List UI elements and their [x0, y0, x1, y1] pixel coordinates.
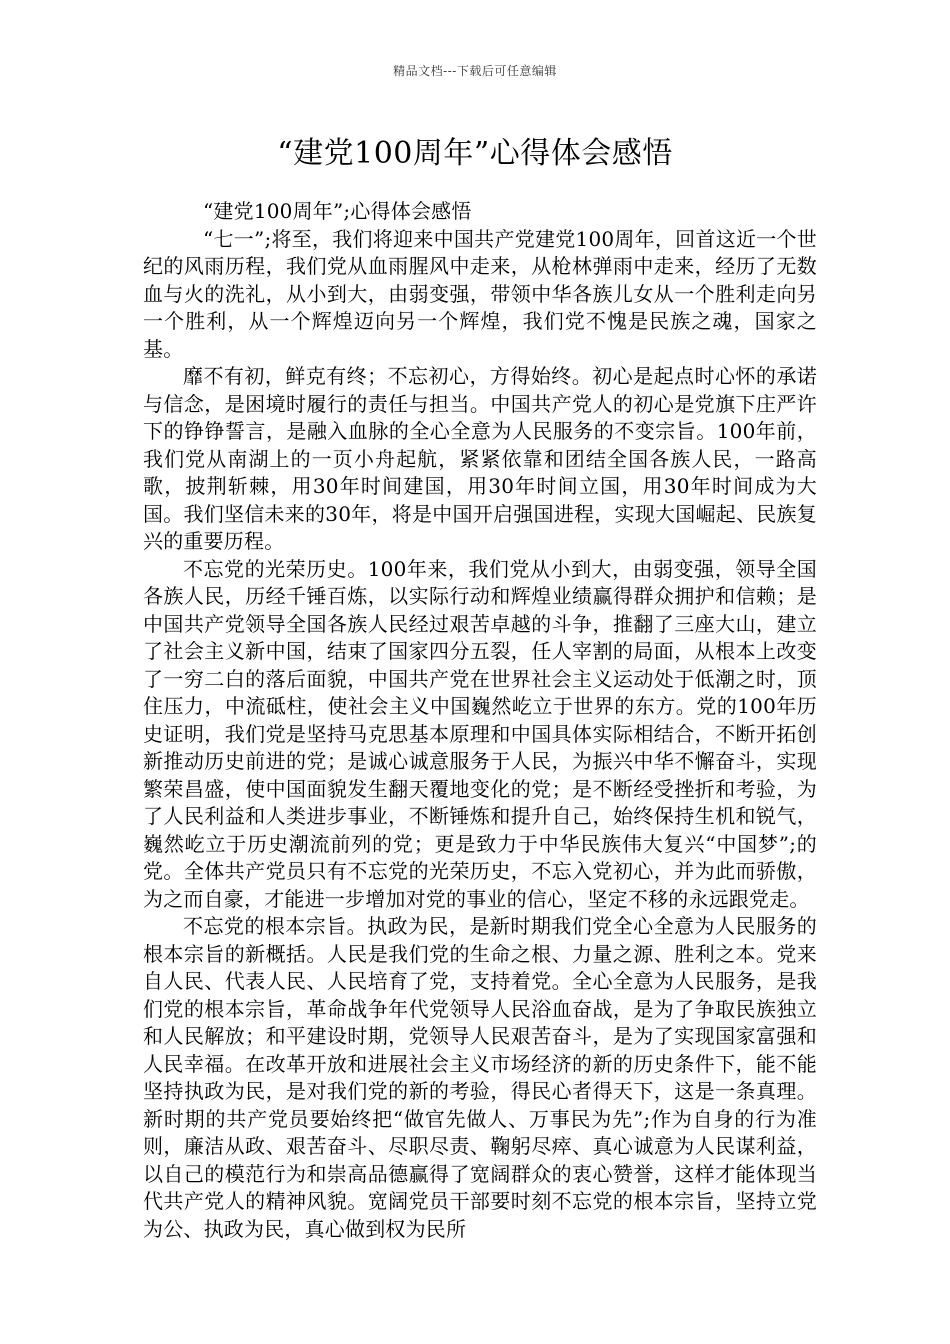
document-title: “建党100周年”心得体会感悟	[277, 136, 673, 171]
paragraph-1: “七一”;将至，我们将迎来中国共产党建党100周年，回首这近一个世纪的风雨历程，我们党从血雨腥风中走来，从枪林弹雨中走来，经历了无数血与火的洗礼，从小到大，由弱变强，带领中华各族儿女从一个胜利走向另一个胜利，从一个辉煌迈向另一个辉煌，我们党不愧是民族之魂，国家之基。	[143, 226, 817, 361]
paragraph-2: 靡不有初，鲜克有终；不忘初心，方得始终。初心是起点时心怀的承诺与信念，是困境时履行的责任与担当。中国共产党人的初心是党旗下庄严许下的铮铮誓言，是融入血脉的全心全意为人民服务的不变宗旨。100年前，我们党从南湖上的一页小舟起航，紧紧依靠和团结全国各族人民，一路高歌，披荆斩棘，用30年时间建国，用30年时间立国，用30年时间成为大国。我们坚信未来的30年，将是中国开启强国进程，实现大国崛起、民族复兴的重要历程。	[143, 364, 817, 553]
paragraph-3: 不忘党的光荣历史。100年来，我们党从小到大，由弱变强，领导全国各族人民，历经千锤百炼，以实际行动和辉煌业绩赢得群众拥护和信赖；是中国共产党领导全国各族人民经过艰苦卓越的斗争，推翻了三座大山，建立了社会主义新中国，结束了国家四分五裂，任人宰割的局面，从根本上改变了一穷二白的落后面貌，中国共产党在世界社会主义运动处于低潮之时，顶住压力，中流砥柱，使社会主义中国巍然屹立于世界的东方。党的100年历史证明，我们党是坚持马克思基本原理和中国具体实际相结合，不断开拓创新推动历史前进的党；是诚心诚意服务于人民，为振兴中华不懈奋斗，实现繁荣昌盛，使中国面貌发生翻天覆地变化的党；是不断经受挫折和考验，为了人民利益和人类进步事业，不断锤炼和提升自己，始终保持生机和锐气，巍然屹立于历史潮流前列的党；更是致力于中华民族伟大复兴“中国梦”;的党。全体共产党员只有不忘党的光荣历史，不忘入党初心，并为此而骄傲，为之而自豪，才能进一步增加对党的事业的信心，坚定不移的永远跟党走。	[143, 556, 817, 911]
document-body	[143, 198, 817, 1243]
page-header-note: 精品文档---下载后可任意编辑	[393, 64, 557, 78]
paragraph-4: 不忘党的根本宗旨。执政为民，是新时期我们党全心全意为人民服务的根本宗旨的新概括。人民是我们党的生命之根、力量之源、胜利之本。党来自人民、代表人民、人民培育了党，支持着党。全心全意为人民服务，是我们党的根本宗旨，革命战争年代党领导人民浴血奋战，是为了争取民族独立和人民解放；和平建设时期，党领导人民艰苦奋斗，是为了实现国家富强和人民幸福。在改革开放和进展社会主义市场经济的新的历史条件下，能不能坚持执政为民，是对我们党的新的考验，得民心者得天下，这是一条真理。新时期的共产党员要始终把“做官先做人、万事民为先”;作为自身的行为准则，廉洁从政、艰苦奋斗、尽职尽责、鞠躬尽瘁、真心诚意为人民谋利益，以自己的模范行为和崇高品德赢得了宽阔群众的衷心赞誉，这样才能体现当代共产党人的精神风貌。宽阔党员干部要时刻不忘党的根本宗旨，坚持立党为公、执政为民，真心做到权为民所	[143, 914, 817, 1241]
document-subtitle: “建党100周年”;心得体会感悟	[203, 199, 472, 223]
